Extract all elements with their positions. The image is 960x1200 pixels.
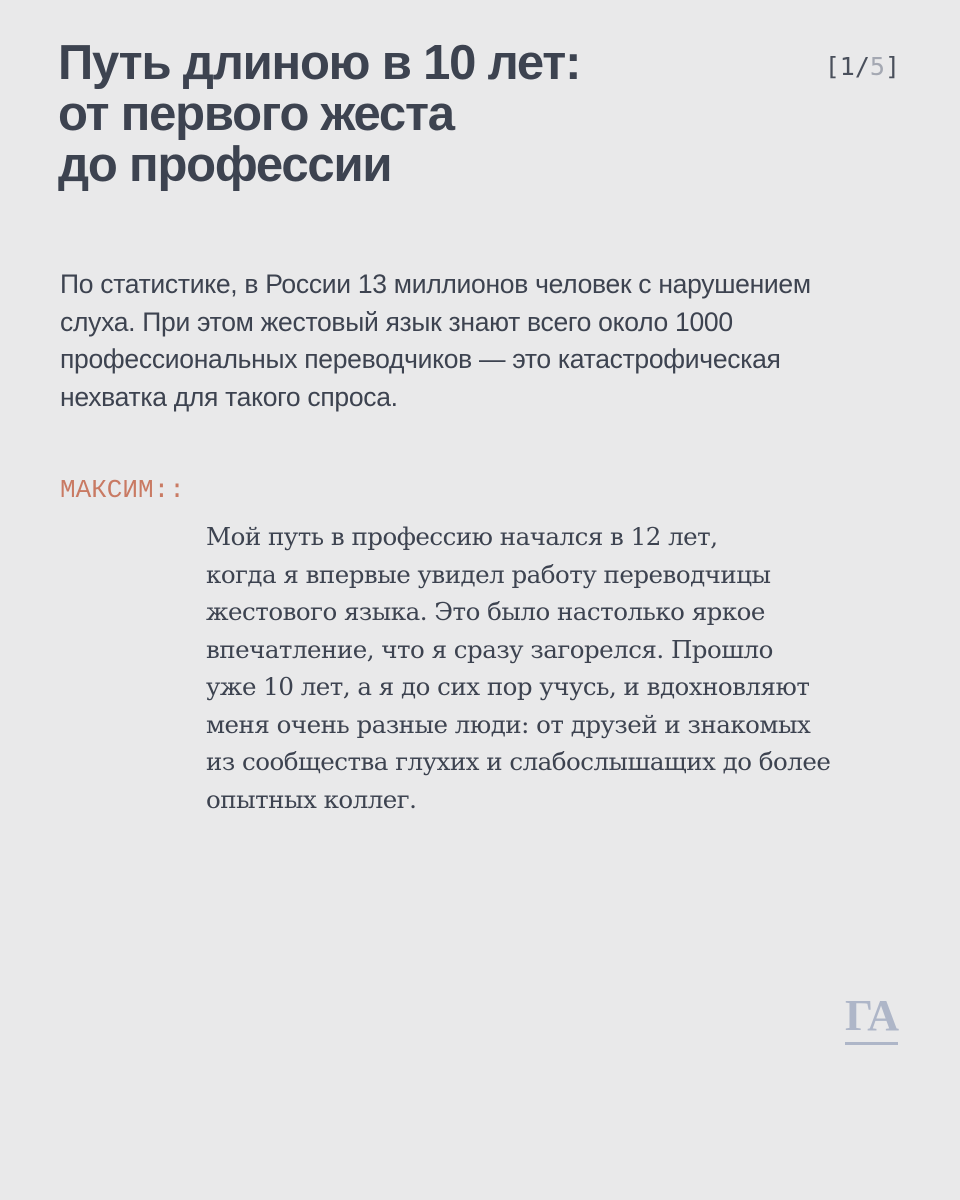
title-line: от первого жеста <box>58 87 454 141</box>
page-counter <box>825 52 900 82</box>
speaker-label: МАКСИМ:: <box>60 475 185 505</box>
quote-line: уже 10 лет, а я до сих пор учусь, и вдохновляют <box>206 672 810 701</box>
intro-line: профессиональных переводчиков — это катастрофическая <box>60 344 781 374</box>
quote-line: впечатление, что я сразу загорелся. Прошло <box>206 634 773 664</box>
brand-logo: ГА <box>845 994 898 1045</box>
quote-paragraph <box>206 518 906 818</box>
title-line: Путь длиною в 10 лет: <box>58 36 581 90</box>
quote-line: меня очень разные люди: от друзей и знакомых <box>206 709 811 739</box>
intro-line: слуха. При этом жестовый язык знают всего около 1000 <box>60 306 733 337</box>
quote-line: жестового языка. Это было настолько яркое <box>206 597 765 626</box>
page-counter-current: 1 <box>839 52 855 81</box>
page-counter-separator: / <box>854 52 870 81</box>
quote-line: когда я впервые увидел работу переводчицы <box>206 559 771 589</box>
intro-line: По статистике, в России 13 миллионов человек с нарушением <box>60 269 811 299</box>
intro-line: нехватка для такого спроса. <box>60 381 398 412</box>
quote-line: Мой путь в профессию начался в 12 лет, <box>206 522 718 551</box>
page-counter-close: ] <box>884 52 900 81</box>
page-counter-total: 5 <box>869 52 885 81</box>
quote-line: опытных коллег. <box>206 784 417 814</box>
page-title <box>58 38 758 191</box>
quote-line: из сообщества глухих и слабослышащих до более <box>206 747 831 776</box>
intro-paragraph <box>60 266 910 416</box>
page-counter-open: [ <box>824 52 840 81</box>
title-line: до профессии <box>58 138 392 192</box>
